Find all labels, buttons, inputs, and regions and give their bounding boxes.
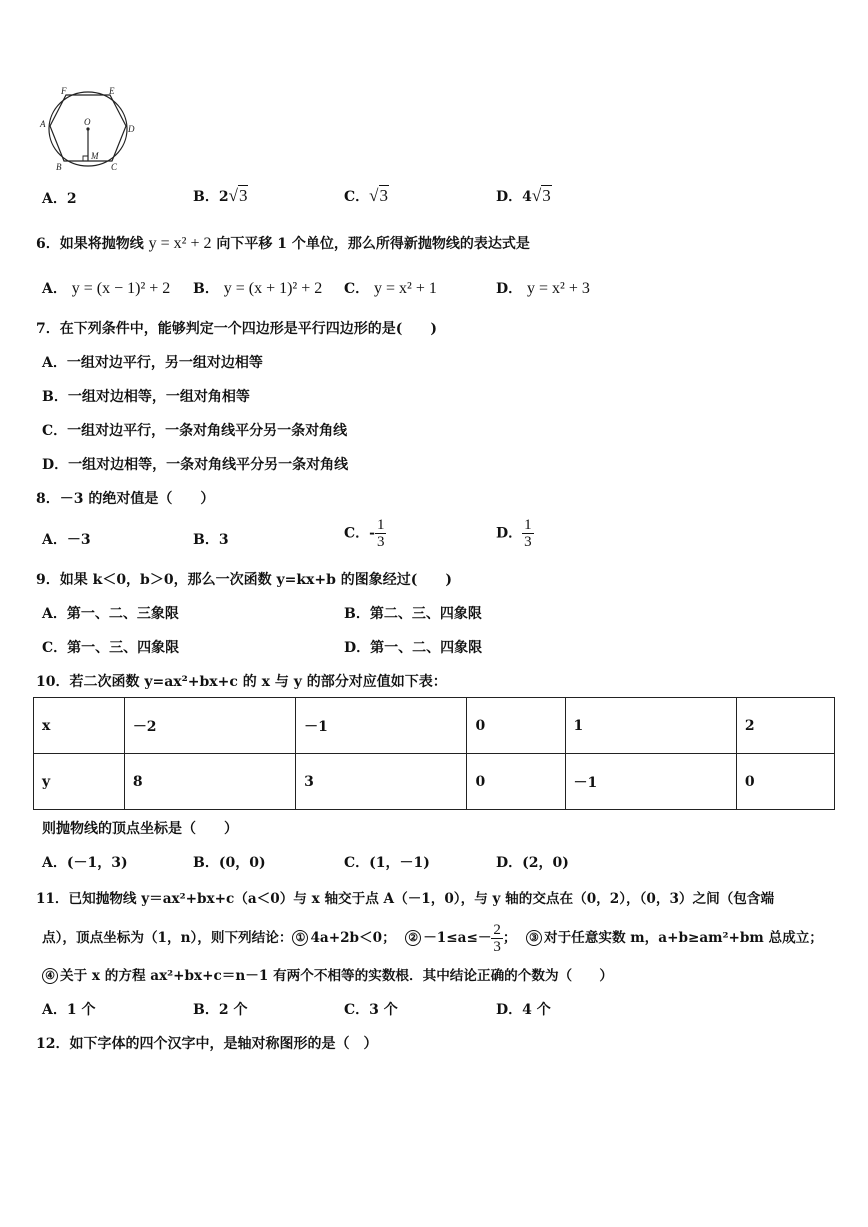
q6-option-d: D． y = x² + 3: [496, 280, 590, 297]
table-cell: x: [34, 698, 125, 754]
q6-option-a: A． y = (x − 1)² + 2: [42, 280, 171, 297]
q5-option-a: A．2: [42, 191, 77, 207]
q6-option-c: C． y = x² + 1: [344, 280, 437, 297]
q9-option-d: D．第一、二、四象限: [344, 640, 483, 656]
label-d: D: [128, 124, 135, 134]
q11-line3: ④ 关于 x 的方程 ax²+bx+c＝n－1 有两个不相等的实数根．其中结论正确的个数为（ ）: [42, 964, 613, 984]
q9-option-b: B．第二、三、四象限: [344, 606, 482, 622]
hexagon-circle-figure: [36, 85, 146, 175]
table-cell: 0: [467, 754, 565, 810]
q7-stem: 7．在下列条件中，能够判定一个四边形是平行四边形的是( ): [36, 321, 437, 337]
q6-option-b: B． y = (x + 1)² + 2: [193, 280, 323, 297]
q8-option-b: B．3: [193, 532, 229, 548]
table-cell: 1: [565, 698, 736, 754]
label-e: E: [109, 86, 115, 96]
q11-option-d: D．4 个: [496, 1002, 551, 1018]
q7-option-b: B．一组对边相等，一组对角相等: [42, 389, 250, 405]
q10-option-b: B．(0，0): [193, 855, 266, 871]
table-cell: －2: [124, 698, 295, 754]
q5-option-c: C．√3: [344, 186, 388, 205]
q7-option-d: D．一组对边相等，一条对角线平分另一条对角线: [42, 457, 349, 473]
q8-stem: 8．－3 的绝对值是（ ）: [36, 491, 215, 507]
table-cell: 3: [296, 754, 467, 810]
q9-option-a: A．第一、二、三象限: [42, 606, 179, 622]
table-cell: 0: [736, 754, 834, 810]
table-cell: y: [34, 754, 125, 810]
q10-option-d: D．(2，0): [496, 855, 569, 871]
q8-option-a: A．－3: [42, 532, 91, 548]
q11-line2: 点），顶点坐标为（1，n），则下列结论： ① 4a+2b＜0； ② －1≤a≤－ $\frac{2}{3}$ ； ③ 对于任意实数 m，a+b≥am²+bm 总成立；: [42, 922, 823, 955]
table-row: [34, 754, 835, 810]
label-f: F: [61, 86, 67, 96]
q5-option-b: B．2√3: [193, 186, 248, 205]
q10-question: 则抛物线的顶点坐标是（ ）: [42, 821, 238, 837]
q5-option-d: D．4√3: [496, 186, 551, 205]
q8-option-c: C．- $\frac{1}{3}$: [344, 517, 385, 550]
q7-option-c: C．一组对边平行，一条对角线平分另一条对角线: [42, 423, 348, 439]
table-cell: －1: [565, 754, 736, 810]
label-c: C: [111, 162, 118, 172]
label-b: B: [56, 162, 62, 172]
q9-stem: 9．如果 k＜0，b＞0，那么一次函数 y=kx+b 的图象经过( ): [36, 572, 453, 588]
q9-option-c: C．第一、三、四象限: [42, 640, 180, 656]
q10-stem: 10．若二次函数 y=ax²+bx+c 的 x 与 y 的部分对应值如下表：: [36, 674, 447, 690]
label-o: O: [84, 117, 91, 127]
q6-stem: 6．如果将抛物线 y = x² + 2 向下平移 1 个单位，那么所得新抛物线的表达式是: [36, 235, 530, 252]
label-m: M: [91, 151, 99, 161]
q11-line1: 11．已知抛物线 y＝ax²+bx+c（a＜0）与 x 轴交于点 A（－1，0），与 y 轴的交点在（0，2），（0，3）之间（包含端: [36, 891, 775, 907]
q8-option-d: D． $\frac{1}{3}$: [496, 517, 532, 550]
q10-option-a: A．(－1，3): [42, 855, 128, 871]
q10-option-c: C．(1，－1): [344, 855, 430, 871]
q12-stem: 12．如下字体的四个汉字中，是轴对称图形的是（ ）: [36, 1036, 378, 1052]
table-cell: 8: [124, 754, 295, 810]
table-cell: 0: [467, 698, 565, 754]
q11-option-b: B．2 个: [193, 1002, 248, 1018]
q11-option-a: A．1 个: [42, 1002, 96, 1018]
xy-value-table: [33, 697, 835, 810]
table-row: [34, 698, 835, 754]
label-a: A: [40, 119, 46, 129]
table-cell: 2: [736, 698, 834, 754]
table-cell: －1: [296, 698, 467, 754]
q7-option-a: A．一组对边平行，另一组对边相等: [42, 355, 263, 371]
q11-option-c: C．3 个: [344, 1002, 398, 1018]
